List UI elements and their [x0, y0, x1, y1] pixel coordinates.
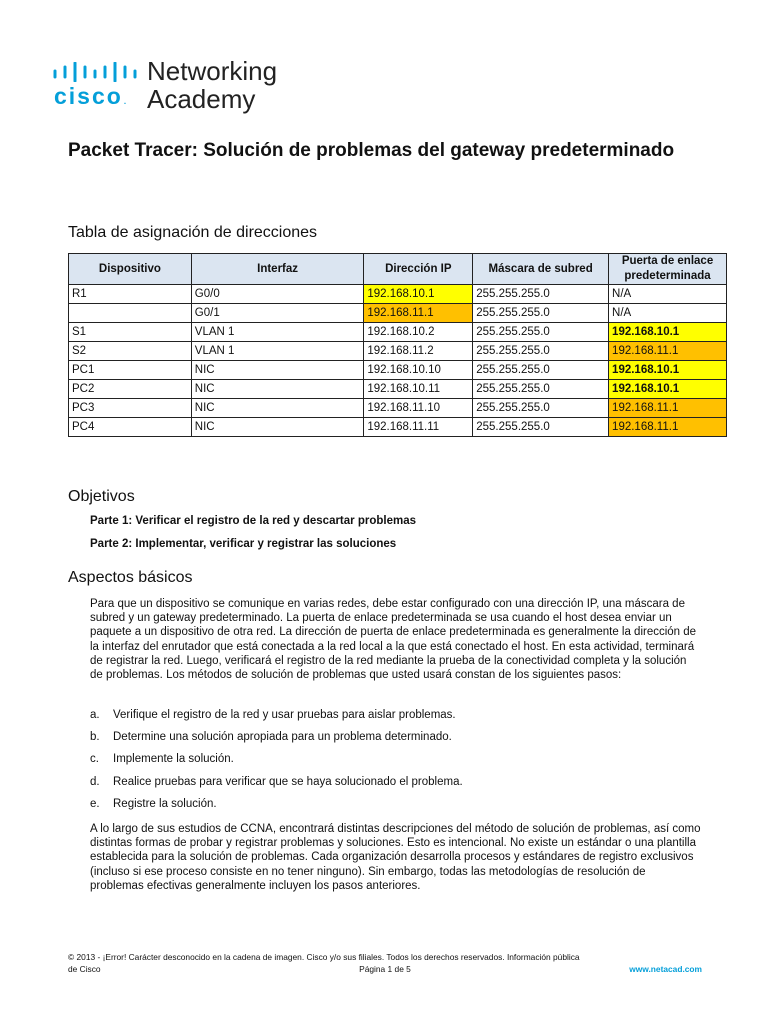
copyright-continuation: de Cisco: [68, 963, 101, 974]
table-row: [69, 361, 727, 380]
cell-mask: 255.255.255.0: [473, 323, 609, 342]
cell-device: R1: [69, 285, 192, 304]
list-item: [90, 709, 456, 721]
logo-academy: Academy: [147, 84, 256, 114]
list-item: [90, 753, 234, 765]
cell-mask: 255.255.255.0: [473, 342, 609, 361]
table-row: [69, 285, 727, 304]
list-text: Verifique el registro de la red y usar pruebas para aislar problemas.: [113, 709, 456, 721]
list-marker: b.: [90, 731, 100, 743]
cell-interface: NIC: [191, 361, 364, 380]
table-row: [69, 399, 727, 418]
cell-device: S1: [69, 323, 192, 342]
cell-ip: 192.168.11.2: [364, 342, 473, 361]
cell-interface: G0/1: [191, 304, 364, 323]
cell-ip: 192.168.10.11: [364, 380, 473, 399]
addressing-table-heading: Tabla de asignación de direcciones: [68, 224, 318, 241]
cell-mask: 255.255.255.0: [473, 418, 609, 437]
cell-device: PC2: [69, 380, 192, 399]
cell-gateway: 192.168.11.1: [609, 399, 727, 418]
cell-device: S2: [69, 342, 192, 361]
ccna-paragraph: A lo largo de sus estudios de CCNA, encontrará distintas descripciones del método de solución de problemas, así como distintas formas de probar y registrar problemas y soluciones. Esto es intencional. No existe un estándar o una plantilla establecida para la solución de problemas. Cada organización desarrolla procesos y estándares de registro exclusivos (incluso si ese proceso consiste en no tener ninguno). Sin embargo, todas las metodologías de resolución de problemas efectivas generalmente incluyen los pasos anteriores.: [90, 823, 701, 892]
cell-ip: 192.168.10.1: [364, 285, 473, 304]
cell-interface: G0/0: [191, 285, 364, 304]
list-text: Determine una solución apropiada para un problema determinado.: [113, 731, 452, 743]
netacad-link[interactable]: www.netacad.com: [629, 963, 702, 974]
aspectos-heading: Aspectos básicos: [68, 569, 193, 586]
page-footer: [68, 952, 702, 976]
list-item: [90, 798, 217, 810]
col-header-mascara: Máscara de subred: [473, 254, 609, 285]
cell-interface: NIC: [191, 399, 364, 418]
list-item: [90, 776, 463, 788]
cell-ip: 192.168.11.11: [364, 418, 473, 437]
list-marker: e.: [90, 798, 100, 810]
cell-gateway: 192.168.11.1: [609, 342, 727, 361]
cell-device: PC3: [69, 399, 192, 418]
cell-device: [69, 304, 192, 323]
document-title: Packet Tracer: Solución de problemas del gateway predeterminado: [68, 140, 675, 161]
list-item: [90, 731, 452, 743]
background-paragraph: Para que un dispositivo se comunique en varias redes, debe estar configurado con una dirección IP, una máscara de subred y un gateway predeterminado. La puerta de enlace predeterminada se usa cuando el host desea enviar un paquete a un dispositivo de otra red. La dirección de puerta de enlace predeterminada es generalmente la dirección de la interfaz del enrutador que está conectada a la red local a la que está conectado el host. En esta actividad, terminará de registrar la red. Luego, verificará el registro de la red mediante la prueba de la conectividad completa y la solución de problemas. Los métodos de solución de problemas que usted usará constan de los siguientes pasos:: [90, 598, 697, 682]
list-text: Implemente la solución.: [113, 753, 234, 765]
cell-mask: 255.255.255.0: [473, 285, 609, 304]
page-number: Página 1 de 5: [359, 963, 411, 974]
cell-ip: 192.168.10.10: [364, 361, 473, 380]
footer-second-line: [68, 964, 702, 976]
col-header-gateway: Puerta de enlace predeterminada: [609, 254, 727, 285]
cell-mask: 255.255.255.0: [473, 399, 609, 418]
cell-mask: 255.255.255.0: [473, 380, 609, 399]
cell-ip: 192.168.10.2: [364, 323, 473, 342]
objetivos-heading: Objetivos: [68, 488, 135, 505]
cell-gateway: 192.168.10.1: [609, 380, 727, 399]
cisco-bars-icon: [52, 62, 142, 82]
cell-gateway: 192.168.10.1: [609, 361, 727, 380]
objective-item: Parte 2: Implementar, verificar y registrar las soluciones: [90, 538, 397, 550]
list-text: Registre la solución.: [113, 798, 217, 810]
cell-ip: 192.168.11.10: [364, 399, 473, 418]
cell-gateway: N/A: [609, 285, 727, 304]
cell-interface: VLAN 1: [191, 342, 364, 361]
cell-device: PC1: [69, 361, 192, 380]
cell-ip: 192.168.11.1: [364, 304, 473, 323]
addressing-table: [68, 253, 727, 437]
list-marker: c.: [90, 753, 99, 765]
cell-gateway: 192.168.10.1: [609, 323, 727, 342]
logo-networking: Networking: [147, 56, 278, 86]
table-row: [69, 323, 727, 342]
cell-interface: NIC: [191, 380, 364, 399]
table-row: [69, 380, 727, 399]
cisco-networking-academy-logo: [52, 58, 312, 118]
cell-mask: 255.255.255.0: [473, 361, 609, 380]
cisco-wordmark: cisco.: [54, 83, 127, 109]
list-text: Realice pruebas para verificar que se haya solucionado el problema.: [113, 776, 463, 788]
cell-device: PC4: [69, 418, 192, 437]
objective-item: Parte 1: Verificar el registro de la red y descartar problemas: [90, 515, 416, 527]
col-header-direccion-ip: Dirección IP: [364, 254, 473, 285]
list-marker: d.: [90, 776, 100, 788]
list-marker: a.: [90, 709, 100, 721]
col-header-interfaz: Interfaz: [191, 254, 364, 285]
table-row: [69, 342, 727, 361]
col-header-dispositivo: Dispositivo: [69, 254, 192, 285]
cell-interface: VLAN 1: [191, 323, 364, 342]
cell-gateway: N/A: [609, 304, 727, 323]
table-row: [69, 418, 727, 437]
table-header-row: [69, 254, 727, 285]
cell-mask: 255.255.255.0: [473, 304, 609, 323]
table-row: [69, 304, 727, 323]
cell-interface: NIC: [191, 418, 364, 437]
cell-gateway: 192.168.11.1: [609, 418, 727, 437]
copyright-text: © 2013 - ¡Error! Carácter desconocido en la cadena de imagen. Cisco y/o sus filiales. Todos los derechos reservados. Información pública: [68, 952, 580, 962]
